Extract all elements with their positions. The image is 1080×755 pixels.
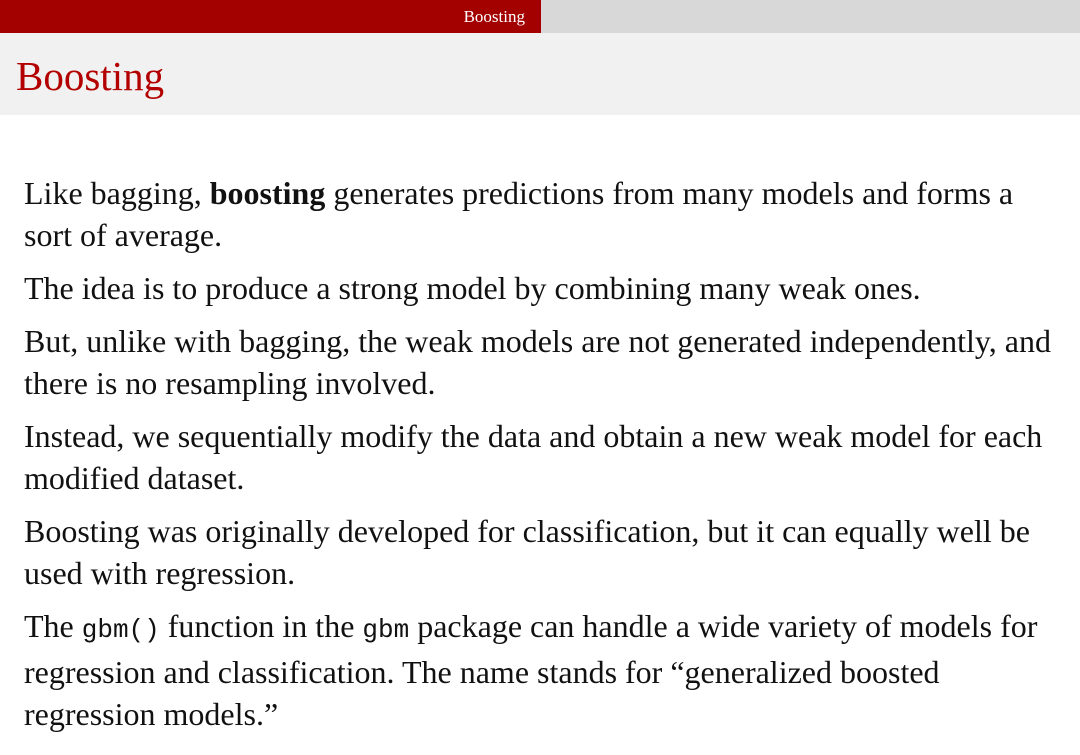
- p1-text-after: generates predictions from many models and forms a sort of average.: [24, 175, 1014, 253]
- paragraph-5: Boosting was originally developed for classification, but it can equally well be used with regression.: [24, 513, 1030, 591]
- paragraph-4: Instead, we sequentially modify the data and obtain a new weak model for each modified dataset.: [24, 418, 1043, 496]
- paragraph-2: The idea is to produce a strong model by combining many weak ones.: [24, 270, 921, 306]
- title-bar: [0, 33, 1080, 115]
- section-tab[interactable]: [0, 0, 541, 33]
- p1-text-before: Like bagging,: [24, 175, 210, 211]
- slide-title: Boosting: [16, 52, 165, 99]
- slide-body: [24, 172, 1064, 746]
- paragraph-6: [24, 605, 1064, 735]
- paragraph-3: But, unlike with bagging, the weak models are not generated independently, and there is no resampling involved.: [24, 323, 1051, 401]
- code-gbm-package: gbm: [362, 615, 410, 645]
- code-gbm-function: gbm(): [81, 615, 160, 645]
- p6-text-1: The: [24, 608, 82, 644]
- top-navigation-bar: [0, 0, 1080, 33]
- paragraph-1: [24, 172, 1064, 256]
- p6-text-3: package can handle a wide variety of models for regression and classification. The name stands for “generalized boosted regression models.”: [24, 608, 1038, 732]
- navigation-bar-filler: [541, 0, 1080, 33]
- section-label: Boosting: [463, 6, 525, 26]
- p6-text-2: function in the: [159, 608, 363, 644]
- p1-bold-term: boosting: [209, 175, 326, 211]
